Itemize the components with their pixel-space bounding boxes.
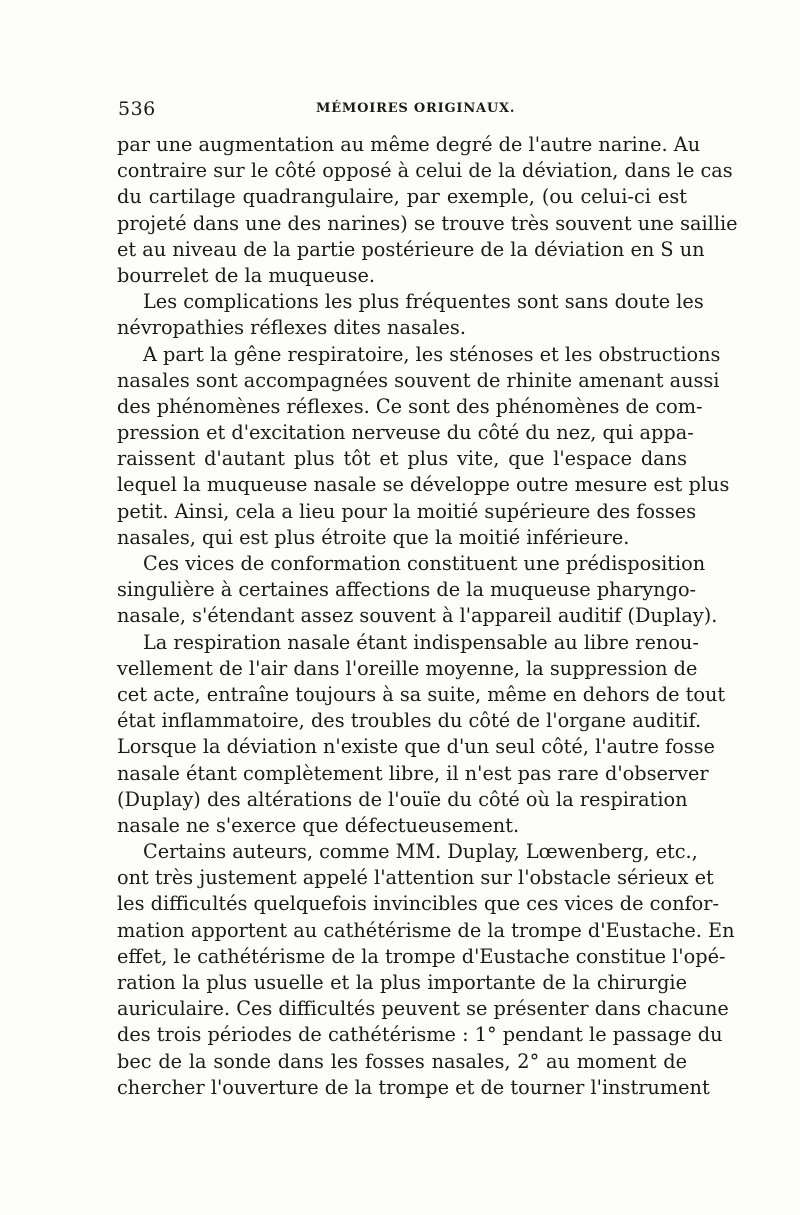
text-line: les difficultés quelquefois invincibles que ces vices de confor-	[117, 892, 719, 916]
text-line: (Duplay) des altérations de l'ouïe du côté où la respiration	[117, 787, 688, 811]
text-line: mation apportent au cathétérisme de la trompe d'Eustache. En	[117, 918, 735, 942]
text-line: raissent d'autant plus tôt et plus vite, que l'espace dans	[117, 447, 687, 471]
text-line: contraire sur le côté opposé à celui de la déviation, dans le cas	[117, 159, 733, 183]
text-line: cet acte, entraîne toujours à sa suite, même en dehors de tout	[117, 682, 726, 706]
text-line: lequel la muqueuse nasale se développe outre mesure est plus	[117, 473, 730, 497]
text-line: vellement de l'air dans l'oreille moyenne, la suppression de	[117, 656, 698, 680]
text-line: chercher l'ouverture de la trompe et de tourner l'instrument	[117, 1075, 710, 1099]
text-line: nasale étant complètement libre, il n'est pas rare d'observer	[117, 761, 709, 785]
text-line: singulière à certaines affections de la muqueuse pharyngo-	[117, 578, 697, 602]
text-line: pression et d'excitation nerveuse du côté du nez, qui appa-	[117, 421, 694, 445]
page-header	[118, 98, 688, 124]
text-line: nasales sont accompagnées souvent de rhinite amenant aussi	[117, 368, 720, 392]
body-text	[117, 132, 738, 1101]
text-line: et au niveau de la partie postérieure de la déviation en S un	[117, 237, 705, 261]
text-line: Lorsque la déviation n'existe que d'un seul côté, l'autre fosse	[117, 735, 715, 759]
text-line: Les complications les plus fréquentes sont sans doute les	[143, 290, 704, 314]
text-line: du cartilage quadrangulaire, par exemple, (ou celui-ci est	[117, 185, 687, 209]
text-line: ration la plus usuelle et la plus importante de la chirurgie	[117, 971, 687, 994]
text-line: effet, le cathétérisme de la trompe d'Eustache constitue l'opé-	[117, 944, 726, 968]
text-line: La respiration nasale étant indispensable au libre renou-	[143, 630, 699, 654]
text-line: nasales, qui est plus étroite que la moitié inférieure.	[117, 525, 630, 549]
page-number: 536	[118, 98, 156, 120]
text-line: bourrelet de la muqueuse.	[117, 263, 376, 287]
text-line: état inflammatoire, des troubles du côté de l'organe auditif.	[117, 709, 702, 733]
text-line: des phénomènes réflexes. Ce sont des phénomènes de com-	[117, 394, 703, 418]
text-line: ont très justement appelé l'attention sur l'obstacle sérieux et	[117, 866, 714, 890]
text-line: nasale ne s'exerce que défectueusement.	[117, 813, 520, 837]
text-line: Certains auteurs, comme MM. Duplay, Lœwenberg, etc.,	[143, 840, 698, 864]
text-line: par une augmentation au même degré de l'autre narine. Au	[117, 133, 701, 156]
text-line: projeté dans une des narines) se trouve très souvent une saillie	[117, 211, 738, 235]
text-line: bec de la sonde dans les fosses nasales, 2° au moment de	[117, 1049, 687, 1073]
text-line: A part la gêne respiratoire, les sténoses et les obstructions	[143, 342, 721, 366]
text-line: des trois périodes de cathétérisme : 1° pendant le passage du	[117, 1023, 723, 1047]
text-line: petit. Ainsi, cela a lieu pour la moitié supérieure des fosses	[117, 499, 697, 523]
text-line: Ces vices de conformation constituent une prédisposition	[143, 552, 706, 575]
text-line: auriculaire. Ces difficultés peuvent se présenter dans chacune	[117, 997, 729, 1021]
running-head: MÉMOIRES ORIGINAUX.	[316, 101, 516, 116]
text-line: névropathies réflexes dites nasales.	[117, 316, 466, 340]
text-line: nasale, s'étendant assez souvent à l'appareil auditif (Duplay).	[117, 604, 718, 628]
